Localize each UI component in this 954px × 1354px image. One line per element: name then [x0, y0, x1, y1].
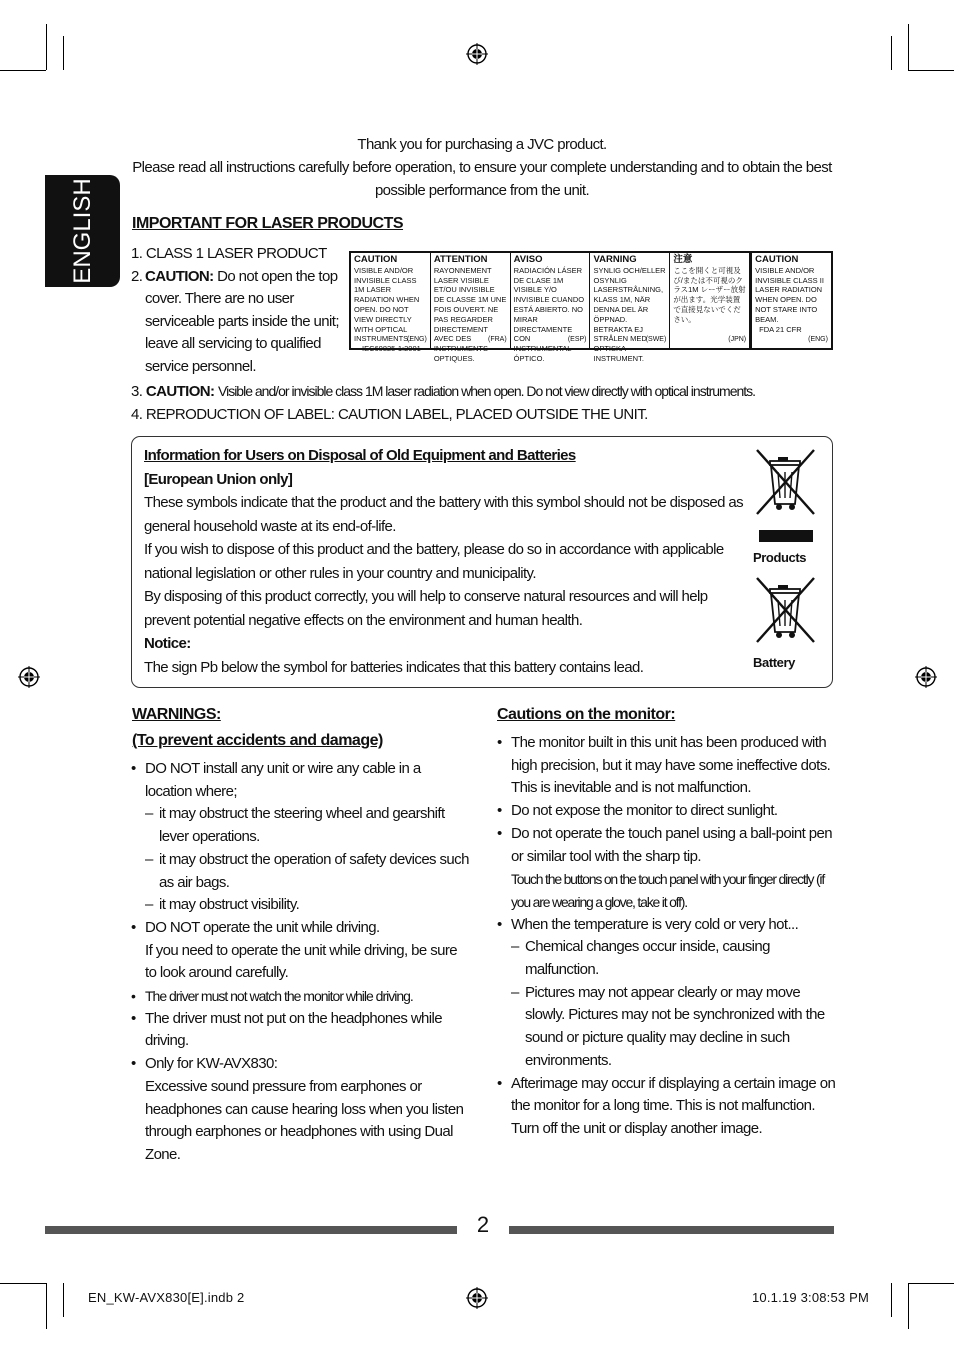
crop-mark — [908, 1283, 909, 1329]
warning-subitem-text: it may obstruct the steering wheel and gearshift lever operations. — [159, 805, 445, 846]
laser-item-4: 4. REPRODUCTION OF LABEL: CAUTION LABEL, PLACED OUTSIDE THE UNIT. — [131, 405, 648, 423]
battery-label: Battery — [753, 655, 795, 670]
label-head: 注意 — [673, 254, 693, 265]
disposal-paragraph-3: By disposing of this product correctly, you will help to conserve natural resources and will help prevent potential negative effects on the environment and human health. — [144, 588, 708, 629]
label-extra: IEC60825-1:2001 — [362, 344, 421, 354]
registration-mark-icon — [18, 666, 40, 688]
intro-text — [130, 133, 834, 202]
laser-item-3-number: 3. — [131, 383, 143, 400]
crop-mark — [63, 1283, 64, 1317]
dash-glyph: – — [145, 850, 153, 868]
warning-subitem-text: it may obstruct visibility. — [159, 896, 300, 914]
laser-list — [131, 243, 343, 378]
label-body: VISIBLE AND/OR INVISIBLE CLASS II LASER RADIATION WHEN OPEN. DO NOT STARE INTO BEAM. — [755, 265, 824, 324]
monitor-item: • Afterimage may occur if displaying a certain image on the monitor for a long time. This is not malfunction. Turn off the unit or display another image. — [497, 1073, 839, 1141]
label-body: RADIACIÓN LÁSER DE CLASE 1M VISIBLE Y/O INVISIBLE CUANDO ESTÁ ABIERTO. NO MIRAR DIRECTAMENTE CON INSTRUMENTAL ÓPTICO. — [513, 265, 585, 363]
warnings-heading: WARNINGS: — [132, 706, 221, 723]
disposal-title: Information for Users on Disposal of Old Equipment and Batteries — [144, 447, 576, 464]
monitor-item-note: Touch the buttons on the touch panel with your finger directly (if you are wearing a glove, take it off). — [511, 871, 825, 910]
warning-item-note: If you need to operate the unit while driving, be sure to look around carefully. — [145, 941, 457, 982]
label-column-eng-fda — [750, 253, 831, 348]
disposal-region: [European Union only] — [144, 470, 293, 488]
crop-mark — [46, 1283, 47, 1329]
label-head: AVISO — [513, 254, 543, 265]
monitor-list — [497, 732, 839, 1141]
dash-glyph: – — [511, 938, 519, 956]
laser-item-3-caution: CAUTION: — [145, 383, 215, 400]
laser-item-2 — [131, 266, 343, 379]
crop-mark — [891, 1283, 892, 1317]
monitor-heading: Cautions on the monitor: — [497, 706, 676, 723]
warning-item: • DO NOT install any unit or wire any cable in a location where; — [131, 758, 471, 803]
notice-label: Notice: — [144, 635, 191, 652]
label-column-swe — [590, 253, 670, 363]
laser-item-3 — [131, 380, 851, 404]
warning-item-note: Excessive sound pressure from earphones or headphones can cause hearing loss when you listen through earphones or headphones with using Dual Zone. — [145, 1077, 464, 1163]
registration-mark-icon — [466, 43, 488, 65]
label-code: (ENG) — [406, 336, 427, 344]
monitor-item: • Do not expose the monitor to direct sunlight. — [497, 800, 839, 823]
label-code: (ESP) — [567, 336, 587, 344]
label-code: (JPN) — [728, 336, 747, 344]
registration-mark-icon — [466, 1287, 488, 1309]
page-rule-left — [45, 1226, 457, 1234]
crossed-out-battery-bin-icon — [752, 576, 818, 648]
warning-item: • Only for KW-AVX830: — [131, 1053, 471, 1076]
label-code: (FRA) — [487, 336, 507, 344]
monitor-item: • The monitor built in this unit has been produced with high precision, but it may have some ineffective dots. This is inevitable and is not malfunction. — [497, 732, 839, 800]
crop-mark — [908, 70, 954, 71]
label-head: CAUTION — [755, 254, 799, 265]
language-tab — [45, 175, 120, 287]
monitor-item: • Do not operate the touch panel using a ball-point pen or similar tool with the sharp tip. — [497, 823, 839, 868]
intro-line-2: Please read all instructions carefully before operation, to ensure your complete understanding and to obtain the best possible performance from the unit. — [132, 159, 832, 199]
label-body: ここを開くと可視及び/または不可視のクラス1M レーザー放射が出ます。光学装置で直接見ないでください。 — [673, 265, 746, 324]
warning-subitem — [131, 849, 471, 894]
label-head: CAUTION — [354, 254, 398, 265]
label-column-fra — [431, 253, 511, 363]
disposal-text — [144, 444, 749, 679]
label-body: SYNLIG OCH/ELLER OSYNLIG LASERSTRÅLNING, KLASS 1M, NÄR DENNA DEL ÄR ÖPPNAD. BETRAKTA EJ STRÅLEN MED OPTISKA INSTRUMENT. — [593, 265, 666, 363]
monitor-subitem — [497, 982, 839, 1073]
warning-item: • The driver must not watch the monitor while driving. — [131, 985, 471, 1008]
laser-item-2-text: Do not open the top cover. There are no user serviceable parts inside the unit; leave all servicing to qualified service personnel. — [145, 267, 339, 375]
footer-timestamp: 10.1.19 3:08:53 PM — [752, 1290, 870, 1305]
laser-heading: IMPORTANT FOR LASER PRODUCTS — [132, 215, 404, 232]
intro-line-1: Thank you for purchasing a JVC product. — [357, 136, 607, 153]
crop-mark — [908, 1283, 954, 1284]
warnings-list — [131, 758, 471, 1167]
page-rule-right — [509, 1226, 834, 1234]
dash-glyph: – — [145, 805, 153, 823]
label-code: (SWE) — [645, 336, 667, 344]
laser-item-2-caution: CAUTION: — [145, 267, 214, 285]
laser-item-1: 1. CLASS 1 LASER PRODUCT — [131, 245, 327, 262]
label-extra: FDA 21 CFR — [759, 324, 802, 334]
laser-item-2-number: 2. — [131, 267, 143, 285]
language-tab-label: ENGLISH — [68, 178, 96, 284]
disposal-paragraph-1: These symbols indicate that the product and the battery with this symbol should not be disposed as general household waste at its end-of-life. — [144, 494, 744, 535]
label-body: VISIBLE AND/OR INVISIBLE CLASS 1M LASER RADIATION WHEN OPEN. DO NOT VIEW DIRECTLY WITH OPTICAL INSTRUMENTS. — [354, 265, 420, 344]
disposal-paragraph-2: If you wish to dispose of this product and the battery, please do so in accordance with applicable national legislation or other rules in your country and municipality. — [144, 541, 724, 582]
laser-item-3-text: Visible and/or invisible class 1M laser radiation when open. Do not view directly with optical instruments. — [218, 383, 756, 399]
warning-item: • DO NOT operate the unit while driving. — [131, 917, 471, 940]
crossed-out-bin-icon — [752, 448, 818, 546]
page-number: 2 — [476, 1212, 490, 1237]
laser-list-continued — [131, 380, 851, 426]
footer-file-name: EN_KW-AVX830[E].indb 2 — [88, 1290, 245, 1305]
monitor-item: • When the temperature is very cold or very hot... — [497, 914, 839, 937]
crop-mark — [0, 70, 46, 71]
warning-subitem-text: it may obstruct the operation of safety devices such as air bags. — [159, 850, 469, 891]
monitor-subitem-text: Chemical changes occur inside, causing malfunction. — [525, 938, 770, 979]
warning-subitem — [131, 803, 471, 848]
crop-mark — [63, 36, 64, 70]
warning-item: • The driver must not put on the headphones while driving. — [131, 1008, 471, 1053]
crop-mark — [0, 1283, 46, 1284]
monitor-subitem — [497, 936, 839, 981]
warning-subitem — [131, 894, 471, 917]
monitor-subitem-text: Pictures may not appear clearly or may move slowly. Pictures may not be synchronized with the sound or picture quality may decline in such environments. — [525, 983, 825, 1069]
registration-mark-icon — [915, 666, 937, 688]
label-column-jpn — [670, 253, 750, 348]
crop-mark — [891, 36, 892, 70]
dash-glyph: – — [145, 896, 153, 914]
crop-mark — [46, 24, 47, 70]
crop-mark — [908, 24, 909, 70]
label-head: ATTENTION — [433, 254, 488, 265]
label-head: VARNING — [593, 254, 637, 265]
notice-text: The sign Pb below the symbol for batteries indicates that this battery contains lead. — [144, 658, 644, 676]
label-column-esp — [511, 253, 591, 363]
warnings-subheading: (To prevent accidents and damage) — [132, 732, 383, 749]
products-label: Products — [753, 550, 807, 565]
dash-glyph: – — [511, 983, 519, 1001]
caution-label-reproduction — [349, 251, 833, 363]
label-body: RAYONNEMENT LASER VISIBLE ET/OU INVISIBLE DE CLASSE 1M UNE FOIS OUVERT. NE PAS REGARDER DIRECTEMENT AVEC DES INSTRUMENTS OPTIQUES. — [433, 265, 507, 363]
label-code: (ENG) — [808, 336, 828, 344]
label-column-eng — [351, 253, 431, 354]
